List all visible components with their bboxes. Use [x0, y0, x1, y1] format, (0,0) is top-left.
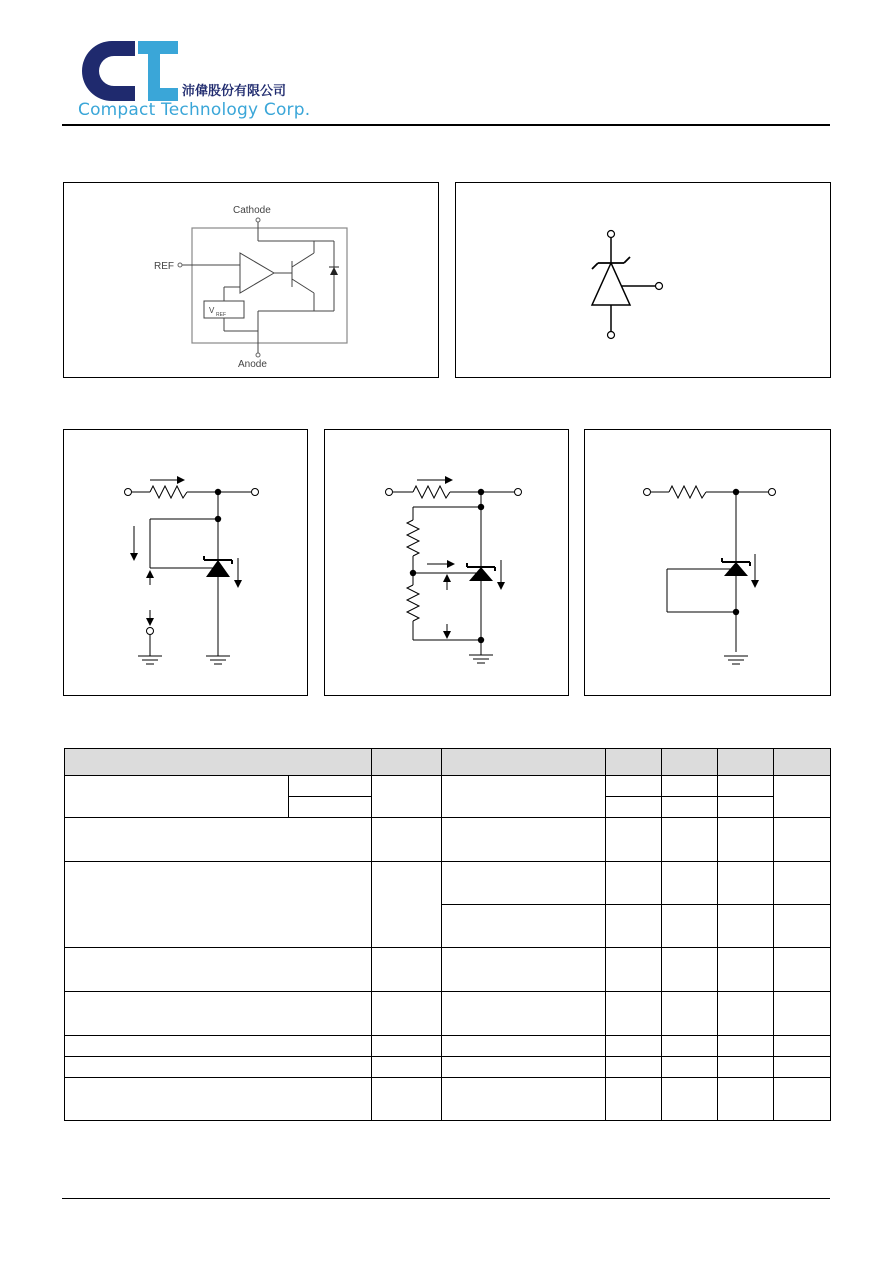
- table-cell: [774, 1036, 831, 1057]
- block-diagram: [64, 183, 437, 376]
- table-cell: [606, 1078, 662, 1121]
- table-cell: [65, 818, 372, 862]
- table-cell: [606, 862, 662, 905]
- spec-table: [64, 748, 831, 1121]
- table-cell: [65, 776, 289, 818]
- header-cell: [662, 749, 718, 776]
- table-cell: [774, 776, 831, 818]
- header-cell: [442, 749, 606, 776]
- circuit-3: [585, 430, 829, 694]
- company-logo: [80, 38, 190, 106]
- table-cell: [662, 1057, 718, 1078]
- table-cell: [65, 1057, 372, 1078]
- table-cell: [606, 797, 662, 818]
- table-cell: [442, 818, 606, 862]
- table-cell: [65, 1078, 372, 1121]
- table-cell: [289, 797, 372, 818]
- header-cell: [718, 749, 774, 776]
- table-cell: [442, 1036, 606, 1057]
- header-cell: [606, 749, 662, 776]
- table-cell: [774, 1078, 831, 1121]
- table-cell: [662, 862, 718, 905]
- table-cell: [442, 1078, 606, 1121]
- table-cell: [606, 776, 662, 797]
- table-cell: [774, 992, 831, 1036]
- circuit-1: [64, 430, 306, 694]
- table-cell: [718, 776, 774, 797]
- table-cell: [372, 1078, 442, 1121]
- table-cell: [289, 776, 372, 797]
- company-name: Compact Technology Corp.: [78, 100, 311, 120]
- shunt-regulator-symbol: [456, 183, 829, 376]
- table-row: [65, 862, 831, 905]
- table-cell: [65, 992, 372, 1036]
- table-cell: [442, 776, 606, 818]
- table-cell: [442, 1057, 606, 1078]
- table-cell: [606, 1057, 662, 1078]
- header-cell: [774, 749, 831, 776]
- table-cell: [774, 948, 831, 992]
- table-cell: [372, 776, 442, 818]
- table-cell: [774, 818, 831, 862]
- table-row: [65, 992, 831, 1036]
- table-row: [65, 818, 831, 862]
- symbol-panel: [455, 182, 831, 378]
- table-cell: [662, 948, 718, 992]
- footer-rule: [62, 1198, 830, 1199]
- application-circuit-1: [63, 429, 308, 696]
- table-cell: [372, 818, 442, 862]
- table-row: [65, 1057, 831, 1078]
- table-cell: [774, 862, 831, 905]
- table-cell: [442, 992, 606, 1036]
- table-cell: [662, 1036, 718, 1057]
- vref-label: V: [209, 306, 215, 315]
- table-cell: [662, 818, 718, 862]
- table-cell: [606, 818, 662, 862]
- table-row: [65, 776, 831, 797]
- table-cell: [606, 948, 662, 992]
- table-cell: [718, 862, 774, 905]
- table-cell: [442, 948, 606, 992]
- table-cell: [662, 776, 718, 797]
- table-cell: [774, 1057, 831, 1078]
- table-cell: [718, 1057, 774, 1078]
- block-diagram-panel: [63, 182, 439, 378]
- table-cell: [718, 992, 774, 1036]
- table-cell: [718, 1036, 774, 1057]
- table-header-row: [65, 749, 831, 776]
- table-cell: [65, 948, 372, 992]
- table-cell: [662, 1078, 718, 1121]
- circuit-2: [325, 430, 567, 694]
- table-cell: [442, 862, 606, 905]
- table-cell: [372, 992, 442, 1036]
- table-cell: [662, 905, 718, 948]
- header-cell: [65, 749, 372, 776]
- table-cell: [65, 1036, 372, 1057]
- table-cell: [662, 992, 718, 1036]
- table-cell: [718, 818, 774, 862]
- table-row: [65, 948, 831, 992]
- table-cell: [718, 905, 774, 948]
- table-cell: [718, 1078, 774, 1121]
- table-cell: [606, 905, 662, 948]
- table-cell: [606, 992, 662, 1036]
- table-cell: [662, 797, 718, 818]
- table-row: [65, 1036, 831, 1057]
- table-cell: [372, 862, 442, 948]
- table-cell: [442, 905, 606, 948]
- table-cell: [372, 1057, 442, 1078]
- header-rule: [62, 124, 830, 126]
- header-cell: [372, 749, 442, 776]
- table-row: [65, 1078, 831, 1121]
- table-cell: [65, 862, 372, 948]
- ref-label: REF: [154, 261, 174, 272]
- table-cell: [606, 1036, 662, 1057]
- table-cell: [718, 948, 774, 992]
- anode-label: Anode: [238, 359, 267, 370]
- table-cell: [372, 1036, 442, 1057]
- application-circuit-2: [324, 429, 569, 696]
- table-cell: [372, 948, 442, 992]
- cathode-label: Cathode: [233, 205, 271, 216]
- vref-subscript: REF: [216, 312, 226, 318]
- table-cell: [718, 797, 774, 818]
- application-circuit-3: [584, 429, 831, 696]
- company-chinese-name: 沛偉股份有限公司: [182, 84, 287, 99]
- table-cell: [774, 905, 831, 948]
